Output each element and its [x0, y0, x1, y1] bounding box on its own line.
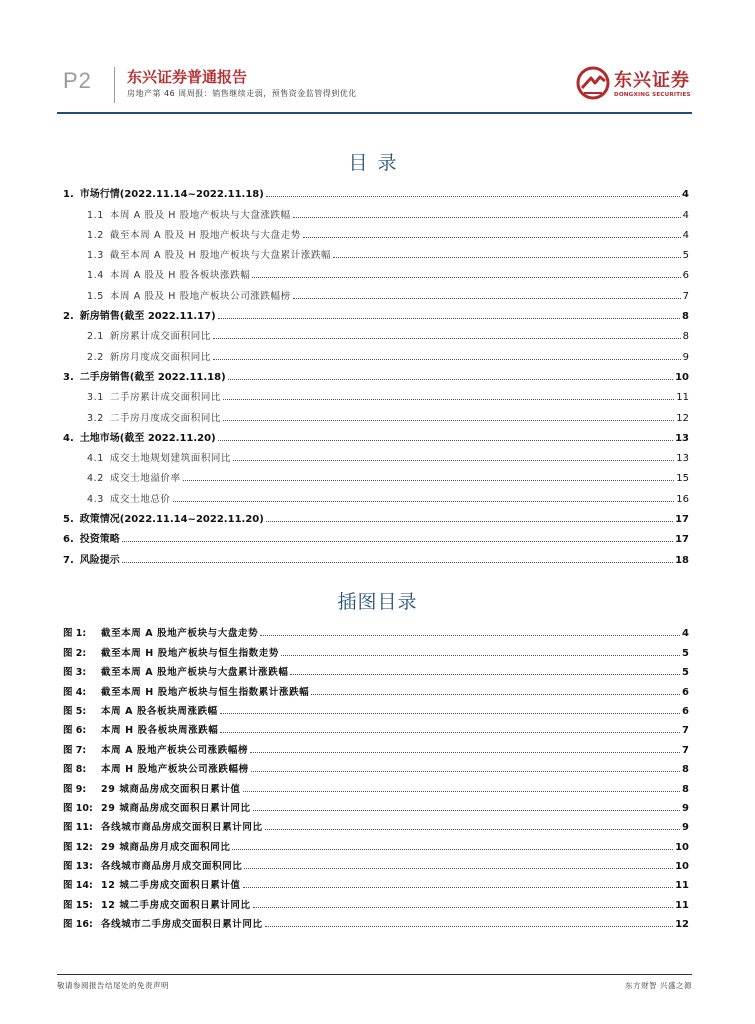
toc-entry-number: 4.2: [87, 473, 104, 485]
dot-leader: [213, 359, 681, 360]
dot-leader: [266, 521, 673, 522]
toc-entry-page: 6: [682, 270, 689, 282]
figure-entry-page: 11: [675, 899, 689, 911]
toc-entry-label: [63, 185, 264, 200]
figure-entry-number: 图 16:: [63, 919, 93, 931]
dot-leader: [293, 217, 681, 218]
toc-entry[interactable]: [63, 302, 689, 322]
figure-entry-text: 本周 A 股地产板块公司涨跌幅榜: [101, 744, 249, 756]
dot-leader: [122, 562, 673, 563]
figure-entry-text: 本周 H 股各板块周涨跌幅: [101, 725, 219, 737]
toc-entry-page: 10: [675, 371, 689, 383]
figure-entry-number: 图 9:: [63, 783, 87, 795]
toc-entry-label: [87, 349, 211, 363]
figure-entry-page: 7: [682, 725, 689, 737]
toc-entry-text: 截至本周 A 股及 H 股地产板块与大盘走势: [109, 229, 301, 241]
toc-entry[interactable]: [63, 383, 689, 403]
toc-entry-number: 4.1: [87, 453, 104, 465]
toc-entry[interactable]: [63, 505, 689, 525]
toc-entry-label: [87, 389, 221, 403]
toc-entry-label: [87, 410, 221, 424]
toc-entry-number: 3.: [63, 371, 74, 383]
figure-entry[interactable]: [63, 833, 689, 852]
dot-leader: [260, 635, 680, 636]
dot-leader: [250, 752, 680, 753]
footer-slogan: 东方财智 兴盛之源: [625, 981, 692, 990]
toc-entry[interactable]: [63, 180, 689, 200]
toc-entry-page: 17: [675, 534, 689, 546]
dot-leader: [233, 460, 674, 461]
figure-entry-number: 图 13:: [63, 861, 93, 873]
toc-entry-number: 5.: [63, 514, 74, 526]
figure-entry-page: 7: [682, 744, 689, 756]
toc-entry-label: [87, 247, 331, 261]
report-subtitle: 房地产第 46 周周报：销售继续走弱，预售资金监管得到优化: [127, 89, 357, 98]
toc-entry[interactable]: [63, 525, 689, 545]
toc-entry[interactable]: [63, 241, 689, 261]
toc-entry-page: 18: [675, 554, 689, 566]
figure-entry[interactable]: [63, 620, 689, 639]
dot-leader: [223, 399, 674, 400]
figure-entry-page: 5: [682, 647, 689, 659]
company-logo: [576, 66, 696, 104]
figure-list: [63, 620, 689, 930]
toc-entry-number: 3.2: [87, 412, 104, 424]
figure-entry-text: 12 城二手房成交面积日累计值: [101, 880, 241, 892]
figure-entry-text: 本周 A 股各板块周涨跌幅: [101, 705, 218, 717]
toc-entry-text: 成交土地总价: [109, 493, 171, 505]
header-rule: [57, 112, 692, 114]
dot-leader: [218, 440, 673, 441]
toc-entry[interactable]: [63, 261, 689, 281]
figure-entry-text: 截至本周 A 股地产板块与大盘累计涨跌幅: [101, 667, 289, 679]
toc-entry-number: 2.2: [87, 351, 104, 363]
dot-leader: [333, 257, 680, 258]
figure-entry-number: 图 6:: [63, 725, 87, 737]
toc-entry-number: 1.5: [87, 290, 104, 302]
toc-entry-number: 4.: [63, 432, 74, 444]
toc-entry-number: 1.1: [87, 209, 104, 221]
figure-entry-number: 图 5:: [63, 705, 87, 717]
figure-entry-page: 12: [675, 919, 689, 931]
toc-entry-label: [63, 429, 216, 444]
toc-entry[interactable]: [63, 281, 689, 301]
dot-leader: [265, 829, 680, 830]
figure-entry-number: 图 14:: [63, 880, 93, 892]
toc-entry-text: 二手房累计成交面积同比: [109, 392, 222, 404]
toc-title: 目录: [348, 152, 407, 174]
toc-entry-text: 市场行情(2022.11.14~2022.11.18): [79, 189, 264, 201]
toc-entry-label: [63, 307, 216, 322]
figure-entry-number: 图 7:: [63, 744, 87, 756]
toc-entry-page: 4: [682, 229, 689, 241]
page-header: [57, 62, 692, 116]
figure-entry[interactable]: [63, 891, 689, 910]
toc-entry-number: 2.: [63, 311, 74, 323]
figure-entry[interactable]: [63, 795, 689, 814]
dot-leader: [243, 791, 681, 792]
figure-entry-text: 各线城市二手房成交面积日累计同比: [101, 919, 263, 931]
toc-entry-label: [87, 328, 211, 342]
toc-entry-page: 8: [682, 311, 689, 323]
logo-english: DONGXING SECURITIES: [614, 92, 691, 98]
toc-entry-number: 1.2: [87, 229, 104, 241]
dot-leader: [183, 480, 675, 481]
toc-entry-page: 12: [676, 412, 689, 424]
toc-entry-label: [63, 530, 120, 545]
toc-entry[interactable]: [63, 322, 689, 342]
toc-entry-label: [63, 368, 226, 383]
toc-entry-text: 新房月度成交面积同比: [109, 351, 211, 363]
dot-leader: [220, 732, 680, 733]
toc-entry-label: [87, 207, 291, 221]
toc-entry[interactable]: [63, 403, 689, 423]
toc-entry-number: 2.1: [87, 331, 104, 343]
figure-entry-number: 图 1:: [63, 628, 87, 640]
figure-entry-text: 12 城二手房成交面积日累计同比: [101, 899, 251, 911]
figure-entry-text: 29 城商品房成交面积日累计同比: [101, 802, 251, 814]
toc-entry-label: [87, 470, 181, 484]
toc-entry-page: 16: [676, 493, 689, 505]
toc-entry-page: 4: [682, 209, 689, 221]
dot-leader: [253, 810, 680, 811]
toc-entry-number: 1.4: [87, 270, 104, 282]
dot-leader: [243, 887, 674, 888]
toc-entry-label: [87, 227, 301, 241]
dot-leader: [252, 277, 680, 278]
dot-leader: [220, 713, 680, 714]
toc-entry-text: 新房销售(截至 2022.11.17): [79, 311, 216, 323]
toc-entry-page: 9: [682, 351, 689, 363]
dot-leader: [303, 237, 681, 238]
figure-entry-text: 截至本周 H 股地产板块与恒生指数走势: [101, 647, 279, 659]
toc-entry-number: 3.1: [87, 392, 104, 404]
footer-disclaimer: 敬请参阅报告结尾处的免责声明: [57, 981, 169, 990]
toc-entry-label: [63, 510, 264, 525]
dot-leader: [265, 926, 673, 927]
figure-entry-text: 各线城市商品房月成交面积同比: [101, 861, 243, 873]
toc-entry-text: 本周 A 股及 H 股地产板块与大盘涨跌幅: [109, 209, 291, 221]
figure-entry[interactable]: [63, 736, 689, 755]
figure-entry-text: 截至本周 A 股地产板块与大盘走势: [101, 628, 259, 640]
dot-leader: [228, 379, 673, 380]
header-separator: [114, 67, 115, 103]
figure-entry-page: 5: [682, 667, 689, 679]
toc-entry[interactable]: [63, 464, 689, 484]
dot-leader: [251, 771, 680, 772]
dot-leader: [293, 298, 681, 299]
toc-entry-text: 土地市场(截至 2022.11.20): [79, 432, 216, 444]
dot-leader: [122, 541, 673, 542]
toc-entry[interactable]: [63, 221, 689, 241]
logo-mark-icon: [576, 66, 610, 100]
toc-entry-text: 二手房销售(截至 2022.11.18): [79, 371, 226, 383]
figure-entry[interactable]: [63, 698, 689, 717]
toc-entry[interactable]: [63, 545, 689, 565]
toc-entry-number: 4.3: [87, 493, 104, 505]
toc-entry-page: 11: [676, 392, 689, 404]
toc-entry-label: [87, 267, 250, 281]
figure-entry-page: 9: [682, 802, 689, 814]
dot-leader: [244, 868, 673, 869]
figure-entry[interactable]: [63, 717, 689, 736]
toc-entry-text: 截至本周 A 股及 H 股地产板块与大盘累计涨跌幅: [109, 250, 332, 262]
figure-entry-text: 截至本周 H 股地产板块与恒生指数累计涨跌幅: [101, 686, 310, 698]
figure-entry-number: 图 15:: [63, 899, 93, 911]
toc-entry-page: 5: [682, 250, 689, 262]
toc-entry-text: 风险提示: [79, 554, 120, 566]
toc-entry-label: [87, 491, 171, 505]
figure-entry-page: 11: [675, 880, 689, 892]
dot-leader: [213, 338, 681, 339]
figure-entry[interactable]: [63, 639, 689, 658]
toc-entry-text: 投资策略: [79, 534, 120, 546]
toc-entry-page: 13: [675, 432, 689, 444]
report-name: 东兴证券普通报告: [127, 68, 248, 86]
toc-entry-text: 政策情况(2022.11.14~2022.11.20): [79, 514, 264, 526]
dot-leader: [223, 420, 674, 421]
figure-entry-number: 图 2:: [63, 647, 87, 659]
figure-entry-page: 6: [682, 686, 689, 698]
dot-leader: [311, 694, 680, 695]
figure-entry[interactable]: [63, 775, 689, 794]
page-number: P2: [63, 68, 92, 93]
figure-entry-text: 29 城商品房月成交面积同比: [101, 841, 231, 853]
toc-entry-text: 本周 A 股及 H 股地产板块公司涨跌幅榜: [109, 290, 291, 302]
dot-leader: [281, 655, 680, 656]
figure-entry-number: 图 8:: [63, 764, 87, 776]
dot-leader: [253, 907, 673, 908]
toc-entry-page: 15: [676, 473, 689, 485]
figure-entry-number: 图 11:: [63, 822, 93, 834]
toc-entry-page: 4: [682, 189, 689, 201]
dot-leader: [232, 849, 673, 850]
footer-rule: [57, 974, 692, 975]
figure-entry-text: 各线城市商品房成交面积日累计同比: [101, 822, 263, 834]
figure-entry-page: 10: [675, 841, 689, 853]
figure-entry-number: 图 4:: [63, 686, 87, 698]
table-of-contents: [63, 180, 689, 566]
figure-entry[interactable]: [63, 814, 689, 833]
toc-entry-page: 8: [682, 331, 689, 343]
toc-entry-text: 成交土地溢价率: [109, 473, 181, 485]
toc-entry-text: 本周 A 股及 H 股各板块涨跌幅: [109, 270, 251, 282]
toc-entry[interactable]: [63, 444, 689, 464]
toc-entry[interactable]: [63, 484, 689, 504]
figure-entry-text: 本周 H 股地产板块公司涨跌幅榜: [101, 764, 249, 776]
dot-leader: [173, 501, 675, 502]
figure-entry-number: 图 10:: [63, 802, 93, 814]
figure-entry-page: 8: [682, 783, 689, 795]
figure-entry[interactable]: [63, 659, 689, 678]
dot-leader: [218, 318, 680, 319]
figure-entry[interactable]: [63, 911, 689, 930]
toc-entry-label: [63, 551, 120, 566]
figure-entry-text: 29 城商品房成交面积日累计值: [101, 783, 241, 795]
toc-entry-text: 成交土地规划建筑面积同比: [109, 453, 232, 465]
dot-leader: [266, 196, 680, 197]
toc-entry-number: 1.: [63, 189, 74, 201]
figure-entry[interactable]: [63, 678, 689, 697]
toc-entry-page: 17: [675, 514, 689, 526]
toc-entry[interactable]: [63, 200, 689, 220]
toc-entry-page: 7: [682, 290, 689, 302]
figure-entry[interactable]: [63, 756, 689, 775]
toc-entry-text: 二手房月度成交面积同比: [109, 412, 222, 424]
toc-entry-number: 7.: [63, 554, 74, 566]
figures-title: 插图目录: [337, 591, 418, 613]
figure-entry-page: 4: [682, 628, 689, 640]
toc-entry-number: 6.: [63, 534, 74, 546]
toc-entry-page: 13: [676, 453, 689, 465]
figure-entry[interactable]: [63, 853, 689, 872]
figure-entry-page: 10: [675, 861, 689, 873]
toc-entry-text: 新房累计成交面积同比: [109, 331, 211, 343]
logo-text: 东兴证券: [614, 70, 690, 91]
toc-entry[interactable]: [63, 363, 689, 383]
toc-entry[interactable]: [63, 342, 689, 362]
figure-entry[interactable]: [63, 872, 689, 891]
toc-entry-label: [87, 288, 291, 302]
figure-entry-page: 6: [682, 705, 689, 717]
toc-entry-label: [87, 450, 231, 464]
figure-entry-page: 9: [682, 822, 689, 834]
dot-leader: [290, 674, 680, 675]
figure-entry-number: 图 12:: [63, 841, 93, 853]
figure-entry-page: 8: [682, 764, 689, 776]
toc-entry-number: 1.3: [87, 250, 104, 262]
figure-entry-number: 图 3:: [63, 667, 87, 679]
toc-entry[interactable]: [63, 424, 689, 444]
